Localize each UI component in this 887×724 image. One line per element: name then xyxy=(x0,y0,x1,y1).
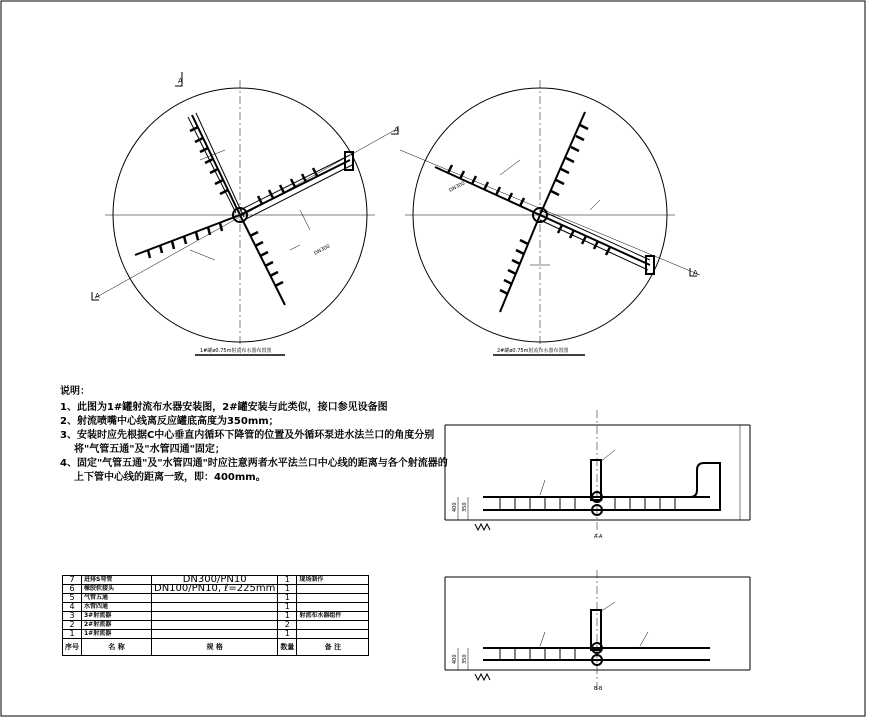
bom-remark xyxy=(297,621,369,630)
bom-spec: DN100/PN10, ℓ=225mm xyxy=(152,585,278,594)
bom-spec: DN300/PN10 xyxy=(152,576,278,585)
bom-remark: 现场制作 xyxy=(297,576,369,585)
bill-of-materials xyxy=(62,575,369,656)
elev-dim: 400 xyxy=(452,654,458,664)
bom-no: 7 xyxy=(63,576,82,585)
elev-dim: 400 xyxy=(452,502,458,512)
bom-no: 1 xyxy=(63,630,82,639)
bom-name: 1#射流器 xyxy=(82,630,152,639)
bom-qty: 1 xyxy=(278,603,297,612)
note-item: 3、安装时应先根据C中心垂直内循环下降管的位置及外循环泵进水法兰口的角度分别 xyxy=(60,430,435,441)
bom-qty: 1 xyxy=(278,585,297,594)
note-item: 将"气管五通"及"水管四通"固定； xyxy=(74,444,225,455)
note-item: 2、射流喷嘴中心线离反应罐底高度为350mm； xyxy=(60,416,279,427)
bom-spec xyxy=(152,612,278,621)
bom-remark xyxy=(297,594,369,603)
bom-header-qty: 数量 xyxy=(278,639,297,656)
bom-header-no: 序号 xyxy=(63,639,82,656)
bom-name: 3#射流器 xyxy=(82,612,152,621)
bom-remark xyxy=(297,603,369,612)
note-item: 上下管中心线的距离一致，即：400mm。 xyxy=(74,472,266,483)
bom-header-spec: 规 格 xyxy=(152,639,278,656)
plan-caption: 1#罐ø0.75m射流布水器布置图 xyxy=(200,348,272,354)
bom-qty: 1 xyxy=(278,594,297,603)
bom-no: 3 xyxy=(63,612,82,621)
bom-row xyxy=(63,630,369,639)
bom-no: 6 xyxy=(63,585,82,594)
section-aa xyxy=(445,410,750,540)
bom-spec xyxy=(152,621,278,630)
section-label: B-B xyxy=(594,686,603,692)
plan-2 xyxy=(391,80,700,355)
bom-row xyxy=(63,603,369,612)
bom-name: 水管四通 xyxy=(82,603,152,612)
dim-label: DN300 xyxy=(313,243,332,257)
bom-remark xyxy=(297,630,369,639)
bom-no: 4 xyxy=(63,603,82,612)
bom-row xyxy=(63,612,369,621)
note-item: 4、固定"气管五通"及"水管四通"时应注意两者水平法兰口中心线的距离与各个射流器的 xyxy=(60,458,448,469)
bom-qty: 1 xyxy=(278,630,297,639)
elev-dim: 350 xyxy=(462,654,468,664)
bom-qty: 2 xyxy=(278,621,297,630)
jet-arm xyxy=(240,160,350,215)
section-marker: A xyxy=(95,292,100,300)
bom-name: 2#射流器 xyxy=(82,621,152,630)
bom-no: 2 xyxy=(63,621,82,630)
bom-row xyxy=(63,594,369,603)
elev-dim: 350 xyxy=(462,502,468,512)
bom-spec xyxy=(152,630,278,639)
bom-remark: 射流布水器组件 xyxy=(297,612,369,621)
note-item: 1、此图为1#罐射流布水器安装图，2#罐安装与此类似，接口参见设备图 xyxy=(60,402,388,413)
bom-header-remark: 备 注 xyxy=(297,639,369,656)
bom-name: 橡胶软接头 xyxy=(82,585,152,594)
bom-remark xyxy=(297,585,369,594)
section-marker: A xyxy=(394,126,399,134)
bom-qty: 1 xyxy=(278,612,297,621)
notes-title: 说明： xyxy=(60,386,90,397)
bom-header xyxy=(63,639,369,656)
jet-arm xyxy=(135,215,240,255)
dim-label: DN300 xyxy=(448,180,467,194)
bom-no: 5 xyxy=(63,594,82,603)
jet-arm xyxy=(192,115,240,215)
bom-name: 进排S弯管 xyxy=(82,576,152,585)
bom-spec xyxy=(152,594,278,603)
section-bb xyxy=(445,570,750,692)
section-label: A-A xyxy=(594,534,603,540)
bom-header-name: 名 称 xyxy=(82,639,152,656)
bom-spec xyxy=(152,603,278,612)
bom-row xyxy=(63,621,369,630)
jet-arm xyxy=(240,215,285,305)
plan-1 xyxy=(92,72,395,355)
bom-name: 气管五通 xyxy=(82,594,152,603)
section-marker: A xyxy=(178,77,183,85)
plan-caption: 2#罐ø0.75m射流布水器布置图 xyxy=(497,348,569,354)
bom-row xyxy=(63,585,369,594)
bom-qty: 1 xyxy=(278,576,297,585)
notes-block xyxy=(60,385,448,485)
section-marker: A xyxy=(693,269,698,277)
